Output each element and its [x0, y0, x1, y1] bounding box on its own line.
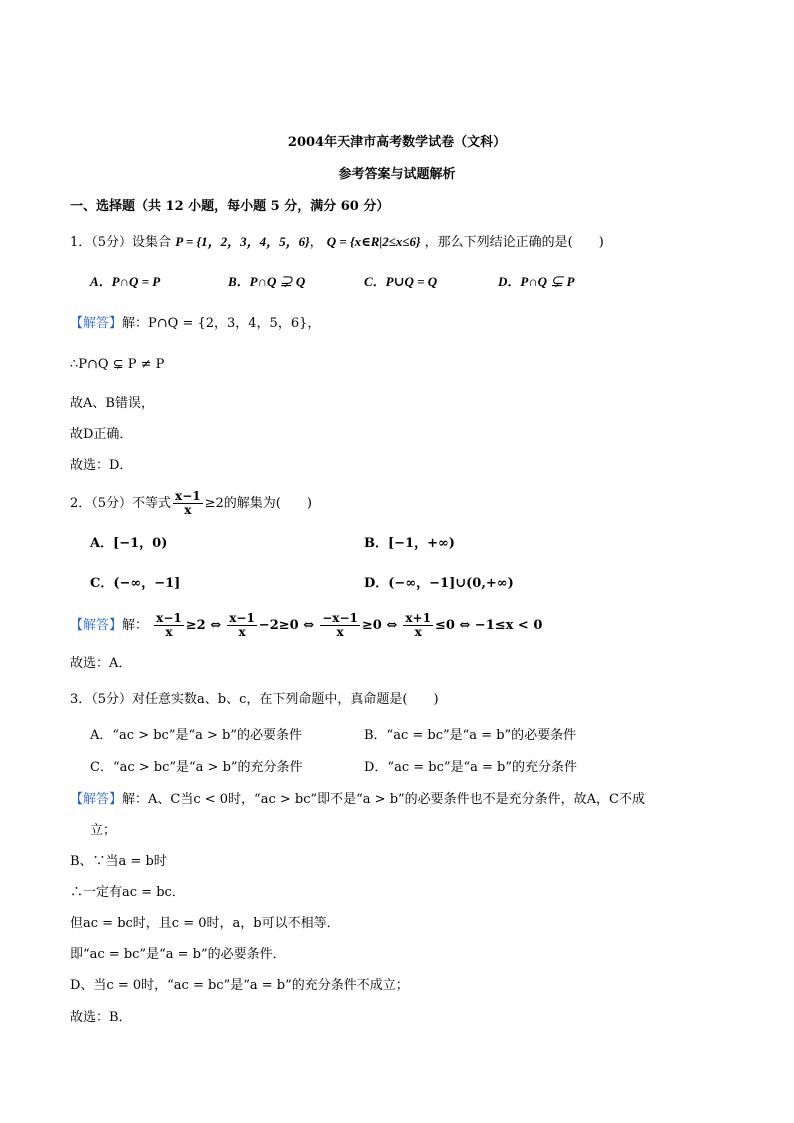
q2-answer: 故选：A．	[70, 656, 132, 671]
q2-sol-frac-3	[320, 612, 360, 639]
q2-sol-frac-2-den: x	[238, 625, 246, 639]
q2-sol-step-3: ≥0 ⇔	[361, 618, 398, 633]
q2-solution-prefix: 解：	[122, 618, 149, 633]
q2-option-b: B．[−1，+∞)	[364, 536, 455, 551]
q2-sol-step-4: ≤0 ⇔ −1≤x < 0	[434, 618, 543, 633]
q3-solution-line	[70, 791, 645, 809]
question-3-stem: 3．（5分）对任意实数a、b、c，在下列命题中，真命题是( )	[70, 692, 439, 707]
question-2-stem	[70, 490, 312, 518]
q3-line-5: 即“ac = bc”是“a = b”的必要条件．	[70, 947, 286, 962]
q2-frac-denominator: x	[184, 503, 192, 517]
q3-solution-text: 解：A、C当c < 0时，“ac > bc”即不是“a > b”的必要条件也不是充分条件，故A，C不成	[122, 792, 645, 807]
solution-tag: 【解答】	[70, 316, 123, 331]
solution-tag: 【解答】	[70, 618, 123, 633]
q2-sol-step-1: ≥2 ⇔	[185, 618, 222, 633]
page-subtitle: 参考答案与试题解析	[338, 167, 456, 182]
q2-sol-frac-1-num: x−1	[156, 611, 182, 625]
q3-option-c: C．“ac > bc”是“a > b”的充分条件	[90, 760, 303, 775]
q2-stem-prefix: 2．（5分）不等式	[70, 496, 172, 511]
q2-option-a: A．[−1，0)	[90, 536, 168, 551]
q1-option-b: B．P∩Q ⊋ Q	[228, 274, 306, 289]
q2-option-d: D．(−∞，−1]∪(0,+∞)	[364, 576, 514, 591]
q3-option-d: D．“ac = bc”是“a = b”的充分条件	[364, 760, 578, 775]
q3-option-a: A．“ac > bc”是“a > b”的必要条件	[90, 728, 302, 743]
q1-line-3: 故A、B错误，	[70, 396, 154, 411]
q2-sol-frac-2	[227, 612, 257, 639]
question-1-stem: 1．（5分）设集合 P = {1，2，3，4，5，6}， Q = {x∈R|2≤x≤6} ，那么下列结论正确的是( )	[70, 234, 604, 250]
q2-sol-step-2: −2≥0 ⇔	[258, 618, 315, 633]
q2-sol-frac-1	[154, 612, 184, 639]
q1-option-a: A．P∩Q = P	[90, 274, 161, 289]
q1-line-4: 故D正确．	[70, 427, 133, 442]
section-heading: 一、选择题（共 12 小题，每小题 5 分，满分 60 分）	[70, 199, 390, 214]
q1-stem-prefix: 1．（5分）设集合	[70, 235, 172, 250]
q2-sol-frac-2-num: x−1	[229, 611, 255, 625]
page-title: 2004年天津市高考数学试卷（文科）	[287, 135, 507, 150]
q2-frac-numerator: x−1	[175, 489, 201, 503]
q3-solution-cont: 立；	[90, 823, 117, 838]
q1-option-d: D．P∩Q ⊊ P	[498, 274, 575, 289]
solution-tag: 【解答】	[70, 792, 123, 807]
q3-option-b: B．“ac = bc”是“a = b”的必要条件	[364, 728, 577, 743]
q3-line-d: D、当c = 0时，“ac = bc”是“a = b”的充分条件不成立；	[70, 978, 409, 993]
q1-stem-suffix: ，那么下列结论正确的是( )	[424, 235, 604, 250]
q2-fraction	[173, 490, 203, 517]
q3-line-3: ∴一定有ac = bc．	[70, 885, 185, 900]
q2-sol-frac-3-den: x	[336, 625, 344, 639]
q1-solution-text: 解：P∩Q = {2，3，4，5，6}，	[122, 316, 321, 331]
q2-solution-line	[70, 612, 542, 640]
q2-sol-frac-1-den: x	[165, 625, 173, 639]
q2-sol-frac-4	[403, 612, 433, 639]
q1-solution-line	[70, 315, 320, 333]
q2-sol-frac-4-den: x	[414, 625, 422, 639]
q3-line-4: 但ac = bc时，且c = 0时，a，b可以不相等．	[70, 916, 340, 931]
q3-line-b: B、∵当a = b时	[70, 854, 167, 869]
q1-set-q: Q = {x∈R|2≤x≤6}	[326, 234, 421, 249]
q3-answer: 故选：B．	[70, 1010, 132, 1025]
q2-stem-suffix: ≥2的解集为( )	[204, 496, 312, 511]
q2-sol-frac-3-num: −x−1	[322, 611, 358, 625]
q1-set-p: P = {1，2，3，4，5，6}	[175, 234, 310, 249]
q1-option-c: C．P∪Q = Q	[364, 274, 438, 289]
q1-answer: 故选：D．	[70, 458, 133, 473]
q2-sol-frac-4-num: x+1	[405, 611, 431, 625]
q2-option-c: C．(−∞，−1]	[90, 576, 181, 591]
q1-line-2: ∴P∩Q ⊊ P ≠ P	[70, 357, 165, 372]
